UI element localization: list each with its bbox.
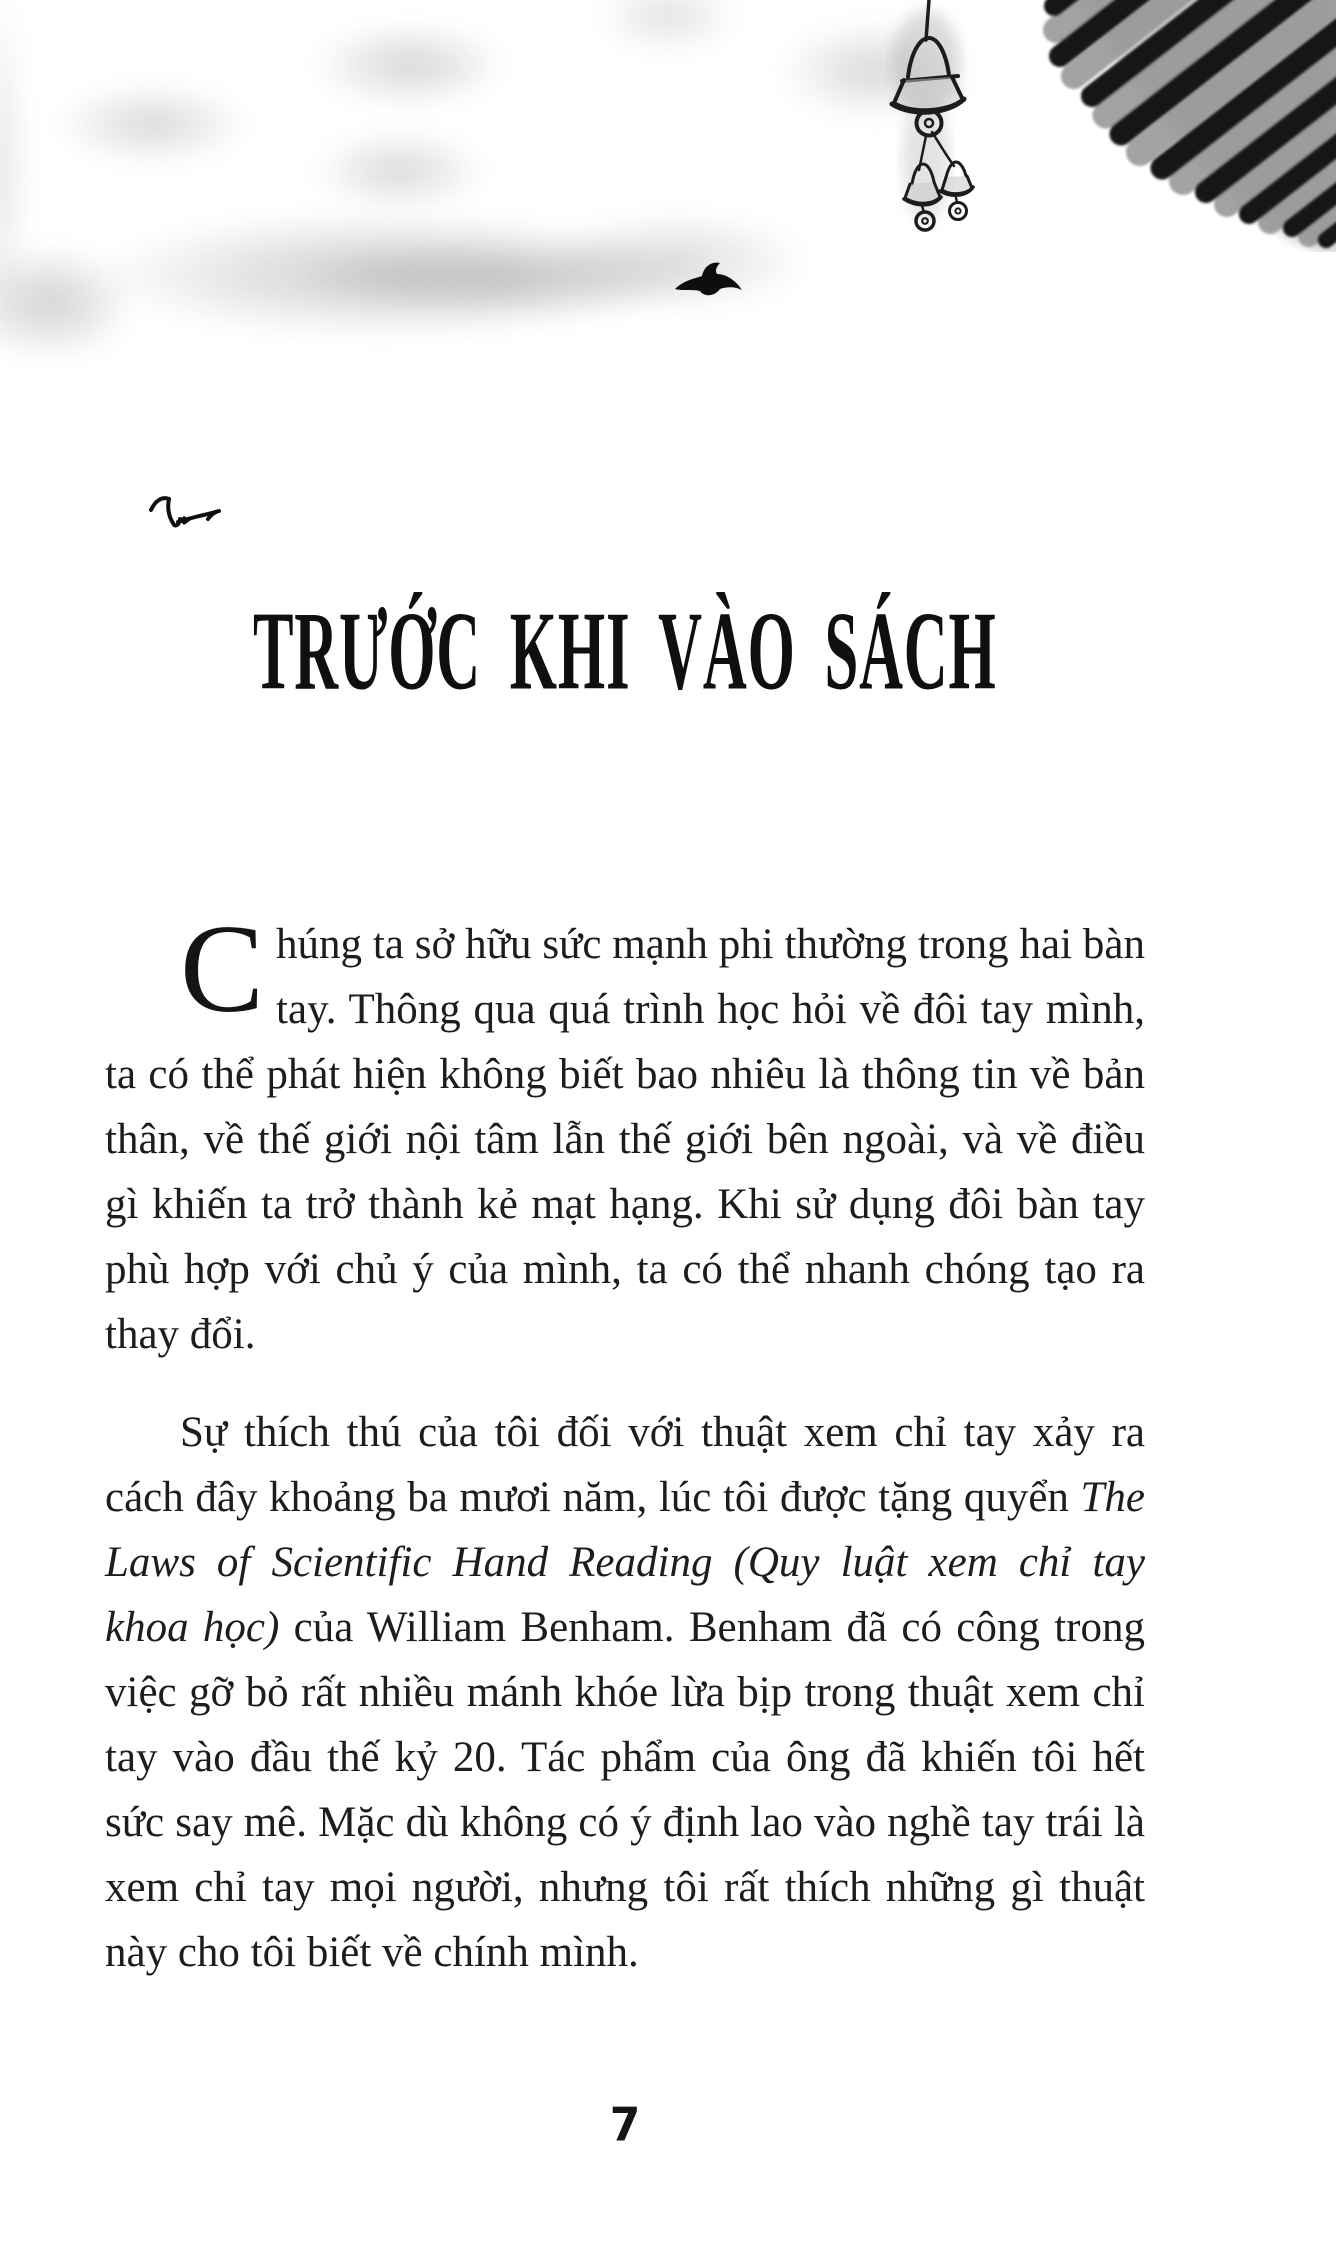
- cloud-blob: [598, 0, 738, 53]
- chapter-title-text: TRƯỚC KHI VÀO SÁCH: [253, 589, 997, 714]
- paragraph-2-run-3: của William Benham. Benham đã có công trong việc gỡ bỏ rất nhiều mánh khóe lừa bịp trong thuật xem chỉ tay vào đầu thế kỷ 20. Tác phẩm của ông đã khiến tôi hết sức say mê. Mặc dù không có ý định lao vào nghề tay trái là xem chỉ tay mọi người, nhưng tôi rất thích những gì thuật này cho tôi biết về chính mình.: [105, 1604, 1145, 1976]
- paragraph-2-run-1: Sự thích thú của tôi đối với thuật xem chỉ tay xảy ra cách đây khoảng ba mươi năm, lúc tôi được tặng quyển: [105, 1409, 1145, 1521]
- book-title-italic: The Laws of Scientific Hand Reading (Quy luật xem chỉ tay khoa học): [105, 1474, 1145, 1651]
- chapter-title: [105, 588, 1145, 714]
- cloud-blob: [0, 0, 26, 355]
- bird-squiggle-icon: [146, 480, 230, 532]
- paragraph-1: [105, 900, 1145, 1367]
- cloud-blob: [312, 132, 487, 210]
- flying-bird-icon: [674, 256, 746, 304]
- palm-leaf-brush-icon: [1016, 0, 1336, 252]
- drop-cap: C: [180, 900, 265, 1039]
- cloud-blob: [300, 238, 720, 318]
- paragraph-2: [105, 1400, 1145, 1985]
- body-text: [105, 900, 1145, 1985]
- cloud-blob: [312, 24, 507, 106]
- cloud-blob: [0, 245, 135, 360]
- wind-chime-icon: [868, 0, 980, 240]
- page-number: 7: [609, 2098, 641, 2153]
- paragraph-1-text: húng ta sở hữu sức mạnh phi thường trong hai bàn tay. Thông qua quá trình học hỏi về đôi tay mình, ta có thể phát hiện không biết bao nhiêu là thông tin về bản thân, về thế giới nội tâm lẫn thế giới bên ngoài, và về điều gì khiến ta trở thành kẻ mạt hạng. Khi sử dụng đôi bàn tay phù hợp với chủ ý của mình, ta có thể nhanh chóng tạo ra thay đổi.: [105, 921, 1145, 1358]
- cloud-blob: [95, 212, 665, 337]
- cloud-blob: [55, 85, 250, 163]
